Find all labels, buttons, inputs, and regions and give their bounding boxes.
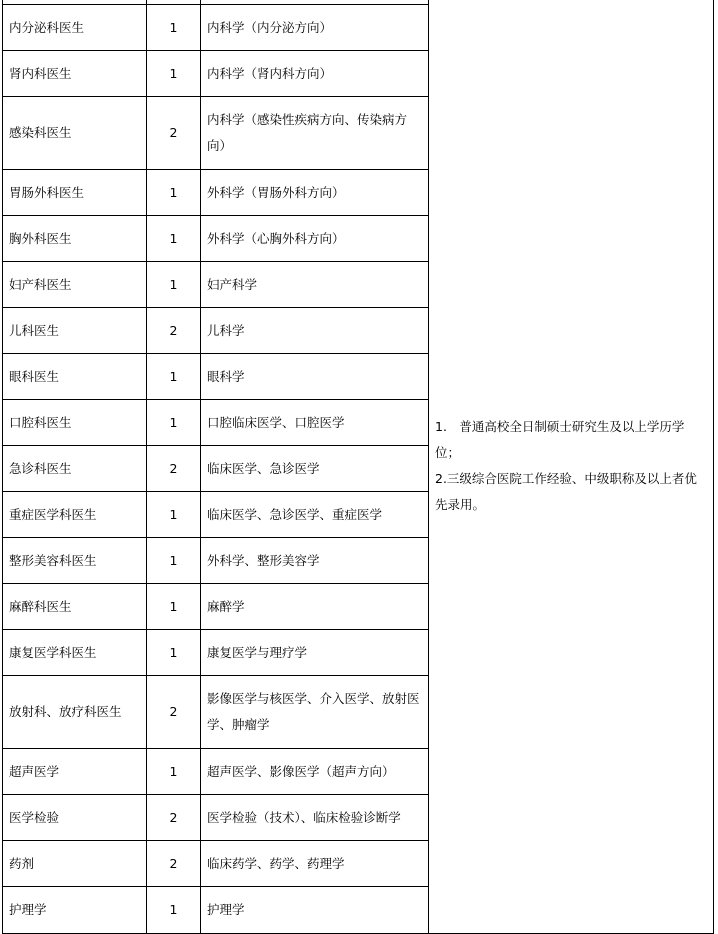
post-name: 急诊科医生 — [3, 446, 147, 492]
post-major: 眼科学 — [201, 354, 429, 400]
post-count: 1 — [147, 584, 201, 630]
post-major: 康复医学与理疗学 — [201, 630, 429, 676]
post-name: 重症医学科医生 — [3, 492, 147, 538]
post-name: 整形美容科医生 — [3, 538, 147, 584]
requirement-2: 2.三级综合医院工作经验、中级职称及以上者优先录用。 — [435, 471, 697, 512]
post-count: 1 — [147, 5, 201, 51]
post-name: 肾内科医生 — [3, 51, 147, 97]
post-name: 胃肠外科医生 — [3, 170, 147, 216]
post-count: 2 — [147, 841, 201, 887]
post-count: 1 — [147, 170, 201, 216]
requirement-1: 1. 普通高校全日制硕士研究生及以上学历学位； — [435, 419, 685, 460]
post-major: 内科学（内分泌方向） — [201, 5, 429, 51]
post-name: 儿科医生 — [3, 308, 147, 354]
post-name: 胸外科医生 — [3, 216, 147, 262]
post-major: 医学检验（技术）、临床检验诊断学 — [201, 795, 429, 841]
recruitment-table — [2, 0, 714, 934]
post-count: 2 — [147, 308, 201, 354]
post-count: 2 — [147, 446, 201, 492]
post-name: 医学检验 — [3, 795, 147, 841]
post-major: 儿科学 — [201, 308, 429, 354]
post-major: 临床药学、药学、药理学 — [201, 841, 429, 887]
post-name: 超声医学 — [3, 749, 147, 795]
post-name: 药剂 — [3, 841, 147, 887]
post-major: 内科学（肾内科方向） — [201, 51, 429, 97]
post-name: 眼科医生 — [3, 354, 147, 400]
post-count: 2 — [147, 676, 201, 749]
post-major: 影像医学与核医学、介入医学、放射医学、肿瘤学 — [201, 676, 429, 749]
post-major: 外科学、整形美容学 — [201, 538, 429, 584]
post-name: 放射科、放疗科医生 — [3, 676, 147, 749]
post-major: 临床医学、急诊医学 — [201, 446, 429, 492]
post-name: 妇产科医生 — [3, 262, 147, 308]
post-major: 外科学（胃肠外科方向） — [201, 170, 429, 216]
requirements-cell — [429, 0, 714, 934]
post-count: 1 — [147, 492, 201, 538]
post-name: 护理学 — [3, 887, 147, 934]
post-major: 妇产科学 — [201, 262, 429, 308]
post-major: 超声医学、影像医学（超声方向） — [201, 749, 429, 795]
post-name: 麻醉科医生 — [3, 584, 147, 630]
post-major: 护理学 — [201, 887, 429, 934]
post-major: 临床医学、急诊医学、重症医学 — [201, 492, 429, 538]
post-major: 口腔临床医学、口腔医学 — [201, 400, 429, 446]
post-count: 1 — [147, 887, 201, 934]
post-major: 内科学（感染性疾病方向、传染病方向） — [201, 97, 429, 170]
post-count: 1 — [147, 630, 201, 676]
post-count: 1 — [147, 262, 201, 308]
post-major: 外科学（心胸外科方向） — [201, 216, 429, 262]
post-count: 1 — [147, 216, 201, 262]
post-name: 内分泌科医生 — [3, 5, 147, 51]
post-count: 2 — [147, 97, 201, 170]
post-name: 康复医学科医生 — [3, 630, 147, 676]
post-count: 1 — [147, 400, 201, 446]
post-count: 2 — [147, 795, 201, 841]
post-count: 1 — [147, 51, 201, 97]
post-name: 口腔科医生 — [3, 400, 147, 446]
post-name: 感染科医生 — [3, 97, 147, 170]
post-count: 1 — [147, 538, 201, 584]
post-major: 麻醉学 — [201, 584, 429, 630]
post-count: 1 — [147, 749, 201, 795]
post-count: 1 — [147, 354, 201, 400]
